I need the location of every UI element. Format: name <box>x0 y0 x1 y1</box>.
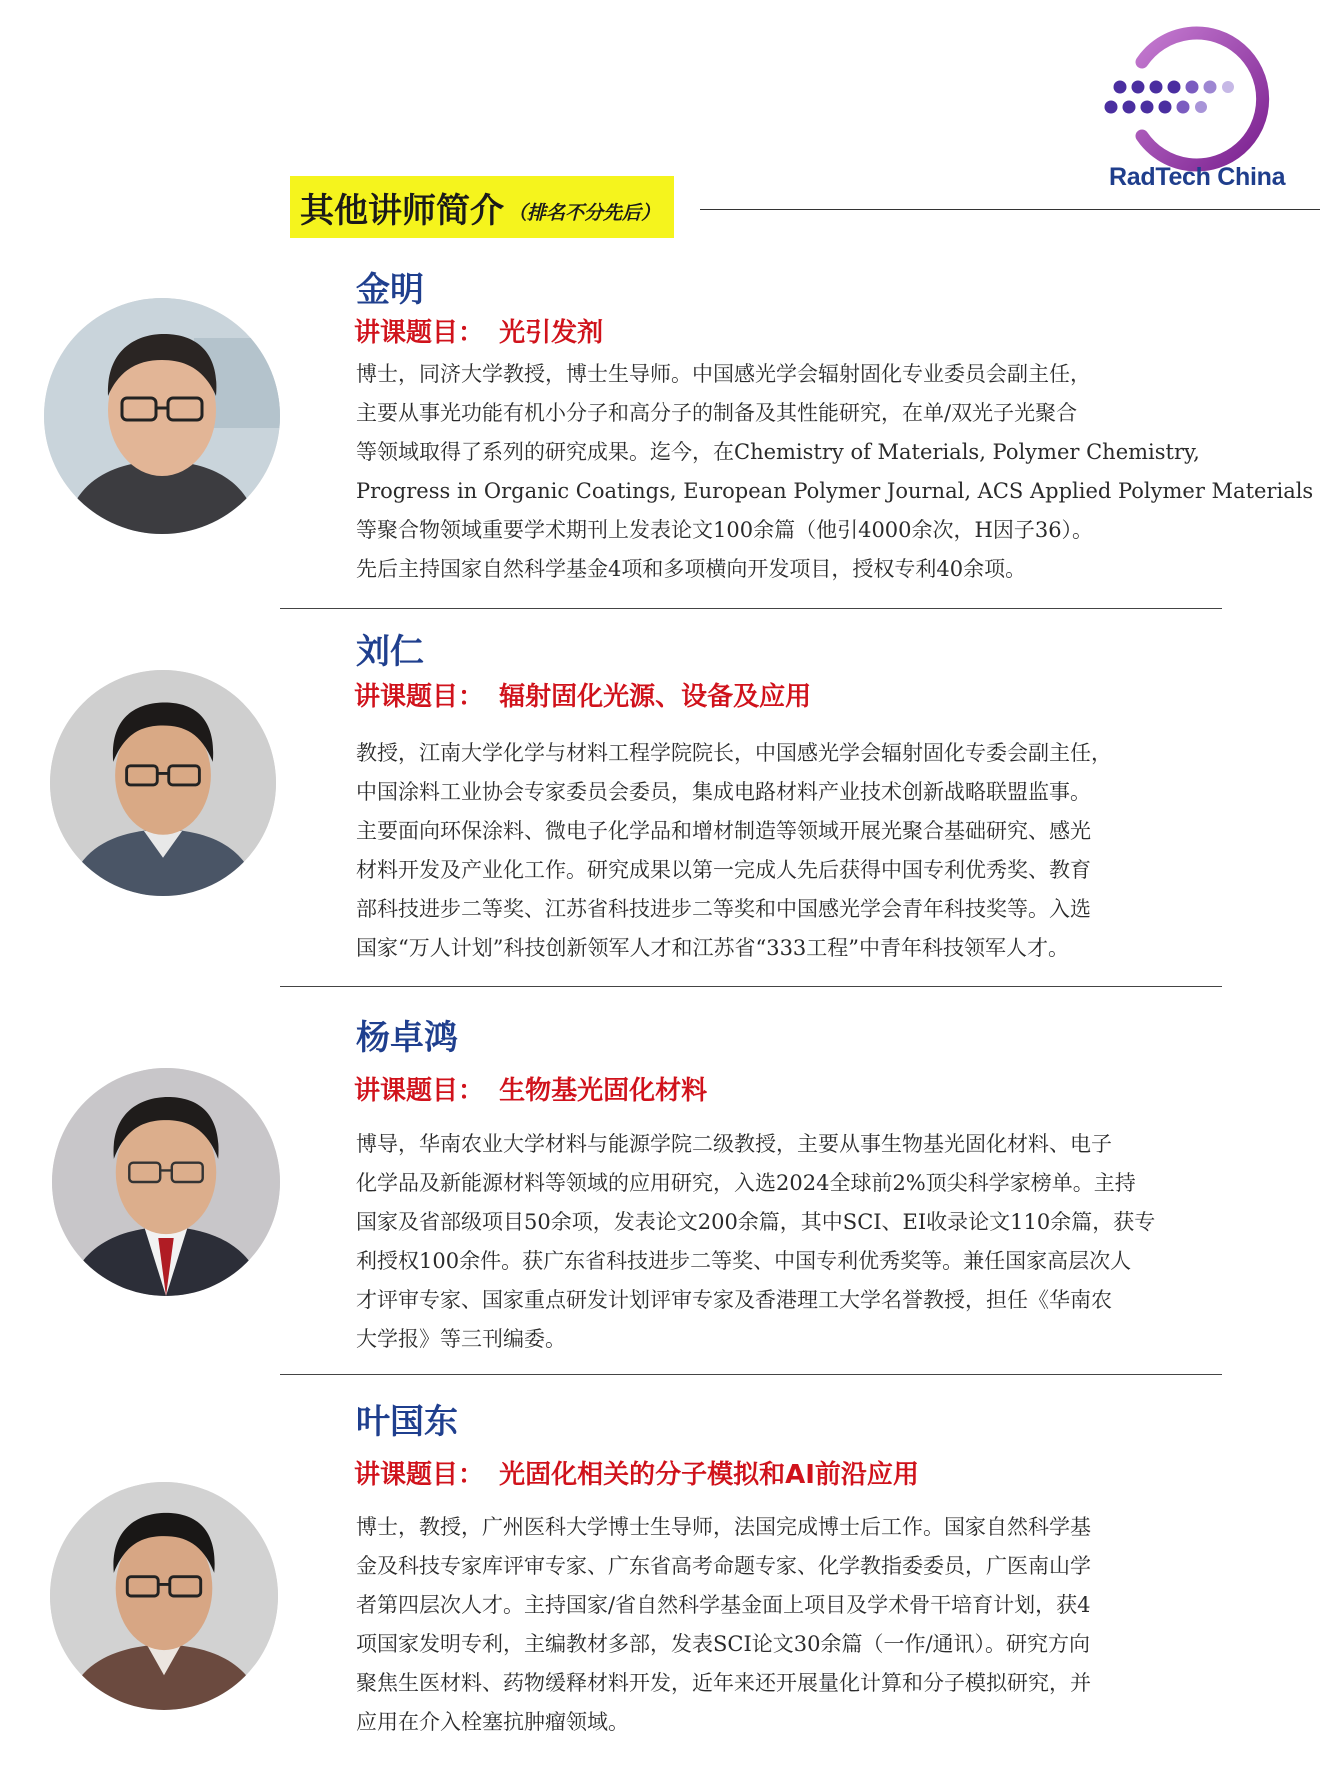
speaker-name: 杨卓鸿 <box>356 1018 458 1058</box>
bio-line: 利授权100余件。获广东省科技进步二等奖、中国专利优秀奖等。兼任国家高层次人 <box>356 1249 1132 1273</box>
topic-label: 讲课题目： <box>354 318 485 348</box>
speaker-bio <box>356 734 1238 968</box>
bio-line: 才评审专家、国家重点研发计划评审专家及香港理工大学名誉教授，担任《华南农 <box>356 1288 1112 1312</box>
bio-line: 材料开发及产业化工作。研究成果以第一完成人先后获得中国专利优秀奖、教育 <box>356 858 1091 882</box>
section-divider <box>280 608 1222 609</box>
bio-line: 国家“万人计划”科技创新领军人才和江苏省“333工程”中青年科技领军人才。 <box>356 936 1070 960</box>
topic-label: 讲课题目： <box>354 1460 485 1490</box>
bio-line: 等领域取得了系列的研究成果。迄今，在Chemistry of Materials, Polymer Chemistry, <box>356 440 1200 464</box>
speaker-photo <box>50 1482 278 1710</box>
bio-line: 项国家发明专利，主编教材多部，发表SCI论文30余篇（一作/通讯）。研究方向 <box>356 1632 1091 1656</box>
speaker-topic <box>354 1454 919 1491</box>
bio-line: 主要从事光功能有机小分子和高分子的制备及其性能研究，在单/双光子光聚合 <box>356 401 1078 425</box>
logo-text: RadTech China <box>1109 163 1286 191</box>
logo-ring-icon <box>1090 24 1280 174</box>
bio-line: 主要面向环保涂料、微电子化学品和增材制造等领域开展光聚合基础研究、感光 <box>356 819 1091 843</box>
bio-line: 国家及省部级项目50余项，发表论文200余篇，其中SCI、EI收录论文110余篇，获专 <box>356 1210 1156 1234</box>
header-rule <box>700 209 1320 210</box>
speaker-topic <box>354 676 811 713</box>
speaker-name: 金明 <box>356 270 424 310</box>
speaker-topic <box>354 1070 707 1107</box>
section-divider <box>280 986 1222 987</box>
topic-title: 生物基光固化材料 <box>499 1076 708 1106</box>
person-silhouette-icon <box>52 1068 280 1296</box>
topic-label: 讲课题目： <box>354 682 485 712</box>
bio-line: 金及科技专家库评审专家、广东省高考命题专家、化学教指委委员，广医南山学 <box>356 1554 1091 1578</box>
bio-line: 部科技进步二等奖、江苏省科技进步二等奖和中国感光学会青年科技奖等。入选 <box>356 897 1091 921</box>
speaker-bio <box>356 1508 1238 1742</box>
bio-line: 化学品及新能源材料等领域的应用研究，入选2024全球前2%顶尖科学家榜单。主持 <box>356 1171 1136 1195</box>
speaker-photo <box>44 298 280 534</box>
topic-title: 辐射固化光源、设备及应用 <box>499 682 812 712</box>
speaker-bio <box>356 1125 1238 1359</box>
section-divider <box>280 1374 1222 1375</box>
topic-label: 讲课题目： <box>354 1076 485 1106</box>
speaker-topic <box>354 312 603 349</box>
person-silhouette-icon <box>44 298 280 534</box>
bio-line: 博士，同济大学教授，博士生导师。中国感光学会辐射固化专业委员会副主任， <box>356 362 1091 386</box>
bio-line: 博士，教授，广州医科大学博士生导师，法国完成博士后工作。国家自然科学基 <box>356 1515 1091 1539</box>
bio-line: 博导，华南农业大学材料与能源学院二级教授，主要从事生物基光固化材料、电子 <box>356 1132 1112 1156</box>
bio-line: 等聚合物领域重要学术期刊上发表论文100余篇（他引4000余次，H因子36）。 <box>356 518 1094 542</box>
topic-title: 光固化相关的分子模拟和AI前沿应用 <box>499 1460 919 1490</box>
section-note: （排名不分先后） <box>508 201 661 224</box>
bio-line: Progress in Organic Coatings, European Polymer Journal, ACS Applied Polymer Materials <box>356 479 1314 503</box>
bio-line: 应用在介入栓塞抗肿瘤领域。 <box>356 1710 629 1734</box>
person-silhouette-icon <box>50 670 276 896</box>
speaker-bio <box>356 355 1314 589</box>
bio-line: 先后主持国家自然科学基金4项和多项横向开发项目，授权专利40余项。 <box>356 557 1027 581</box>
section-title: 其他讲师简介 <box>300 190 504 231</box>
bio-line: 大学报》等三刊编委。 <box>356 1327 566 1351</box>
speaker-photo <box>52 1068 280 1296</box>
speaker-name: 叶国东 <box>356 1402 458 1442</box>
bio-line: 者第四层次人才。主持国家/省自然科学基金面上项目及学术骨干培育计划，获4 <box>356 1593 1091 1617</box>
topic-title: 光引发剂 <box>499 318 604 348</box>
bio-line: 聚焦生医材料、药物缓释材料开发，近年来还开展量化计算和分子模拟研究，并 <box>356 1671 1091 1695</box>
person-silhouette-icon <box>50 1482 278 1710</box>
section-header <box>290 176 674 238</box>
speaker-name: 刘仁 <box>356 632 424 672</box>
bio-line: 中国涂料工业协会专家委员会委员，集成电路材料产业技术创新战略联盟监事。 <box>356 780 1091 804</box>
radtech-china-logo <box>1090 24 1286 204</box>
bio-line: 教授，江南大学化学与材料工程学院院长，中国感光学会辐射固化专委会副主任， <box>356 741 1112 765</box>
speaker-photo <box>50 670 276 896</box>
